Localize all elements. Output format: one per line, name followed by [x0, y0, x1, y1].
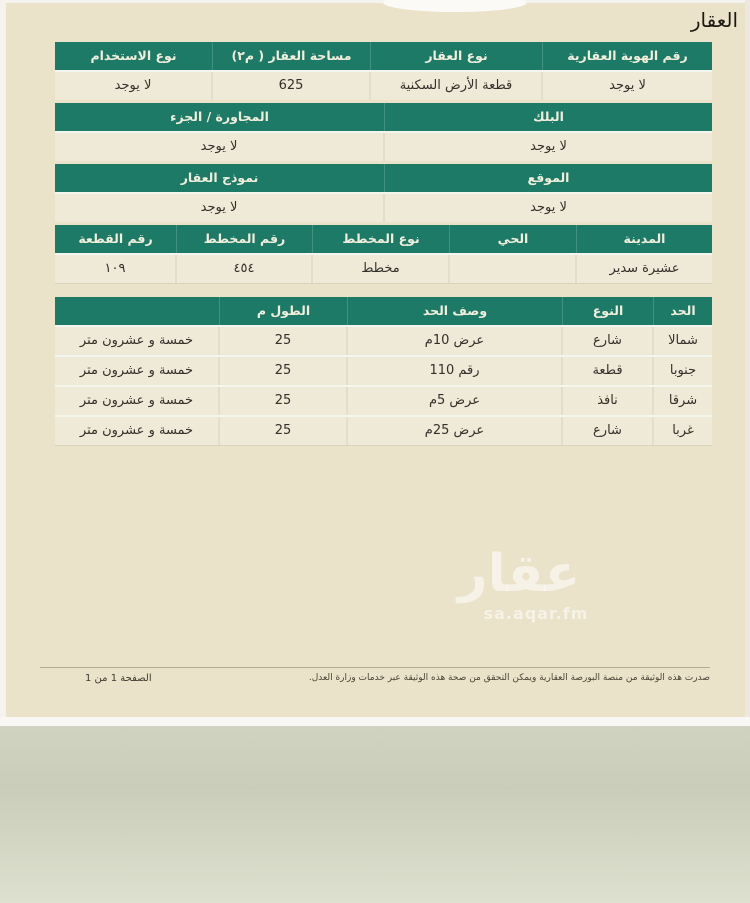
header-cell: نموذج العقار — [55, 164, 385, 192]
value-cell: قطعة الأرض السكنية — [371, 72, 543, 100]
header-cell: الحد — [670, 303, 696, 318]
table-header-row — [55, 103, 712, 131]
value-cell: ١٠٩ — [55, 255, 177, 283]
header-cell: رقم القطعة — [55, 225, 177, 253]
page-right-edge — [745, 0, 750, 724]
value-cell: جنوبا — [654, 357, 712, 385]
table-value-row — [55, 70, 712, 100]
header-cell: النوع — [563, 297, 654, 325]
table-value-row — [55, 131, 712, 161]
value-cell: لا يوجد — [55, 133, 385, 161]
footer-divider — [40, 667, 710, 668]
header-cell: الطول م — [220, 297, 348, 325]
header-cell: نوع الاستخدام — [55, 42, 213, 70]
value-cell: شارع — [563, 327, 654, 355]
header-cell: نوع المخطط — [313, 225, 450, 253]
value-cell: لا يوجد — [543, 72, 712, 100]
table-row — [55, 355, 712, 385]
value-cell: 25 — [220, 327, 348, 355]
header-cell: المدينة — [623, 231, 666, 246]
header-cell — [55, 297, 220, 325]
property-details-table — [55, 42, 712, 284]
value-cell: قطعة — [563, 357, 654, 385]
value-cell: خمسة و عشرون متر — [55, 327, 220, 355]
background-below-page — [0, 726, 750, 903]
page-title: العقار — [690, 8, 738, 32]
value-cell: غربا — [654, 417, 712, 445]
value-cell: شرقا — [654, 387, 712, 415]
table-section-plan — [55, 225, 712, 283]
value-cell: عشيرة سدير — [577, 255, 712, 283]
value-cell: خمسة و عشرون متر — [55, 417, 220, 445]
watermark-brand-logo: عقار — [457, 544, 581, 604]
value-cell — [450, 255, 577, 283]
watermark-site-url: sa.aqar.fm — [483, 604, 589, 623]
value-cell: شارع — [563, 417, 654, 445]
watermark — [444, 543, 594, 623]
value-cell: لا يوجد — [385, 194, 712, 222]
table-section-location — [55, 164, 712, 222]
header-cell: نوع العقار — [371, 42, 543, 70]
value-cell: نافذ — [563, 387, 654, 415]
value-cell: لا يوجد — [55, 72, 213, 100]
table-section-identity — [55, 42, 712, 100]
table-value-row — [55, 253, 712, 283]
boundaries-table — [55, 297, 712, 446]
header-cell: مساحة العقار ( م٢) — [213, 42, 371, 70]
table-row — [55, 325, 712, 355]
value-cell: عرض 5م — [348, 387, 563, 415]
table-header-row — [55, 297, 712, 325]
value-cell: 625 — [213, 72, 371, 100]
value-cell: 25 — [220, 357, 348, 385]
table-header-row — [55, 42, 712, 70]
table-value-row — [55, 192, 712, 222]
header-cell: الموقع — [527, 170, 570, 185]
table-row — [55, 385, 712, 415]
value-cell: رقم 110 — [348, 357, 563, 385]
value-cell: عرض 10م — [348, 327, 563, 355]
page-bottom-edge — [0, 717, 750, 726]
value-cell: خمسة و عشرون متر — [55, 357, 220, 385]
value-cell: ٤٥٤ — [177, 255, 313, 283]
header-cell: رقم المخطط — [177, 225, 313, 253]
header-cell: وصف الحد — [348, 297, 563, 325]
value-cell: 25 — [220, 387, 348, 415]
table-section-block — [55, 103, 712, 161]
value-cell: لا يوجد — [55, 194, 385, 222]
value-cell: شمالا — [654, 327, 712, 355]
deed-document-page — [6, 3, 745, 719]
table-header-row — [55, 164, 712, 192]
value-cell: لا يوجد — [385, 133, 712, 161]
value-cell: مخطط — [313, 255, 450, 283]
header-cell: الحي — [450, 225, 577, 253]
value-cell: خمسة و عشرون متر — [55, 387, 220, 415]
header-cell: المجاورة / الجزء — [55, 103, 385, 131]
table-header-row — [55, 225, 712, 253]
footer-page-number: الصفحة 1 من 1 — [85, 673, 152, 684]
table-row — [55, 415, 712, 445]
header-cell: رقم الهوية العقارية — [567, 48, 688, 63]
value-cell: عرض 25م — [348, 417, 563, 445]
value-cell: 25 — [220, 417, 348, 445]
footer-issuance-note: صدرت هذه الوثيقة من منصة البورصة العقارية ويمكن التحقق من صحة هذه الوثيقة عبر خدمات وزارة العدل. — [308, 673, 710, 683]
header-cell: البلك — [533, 109, 564, 124]
